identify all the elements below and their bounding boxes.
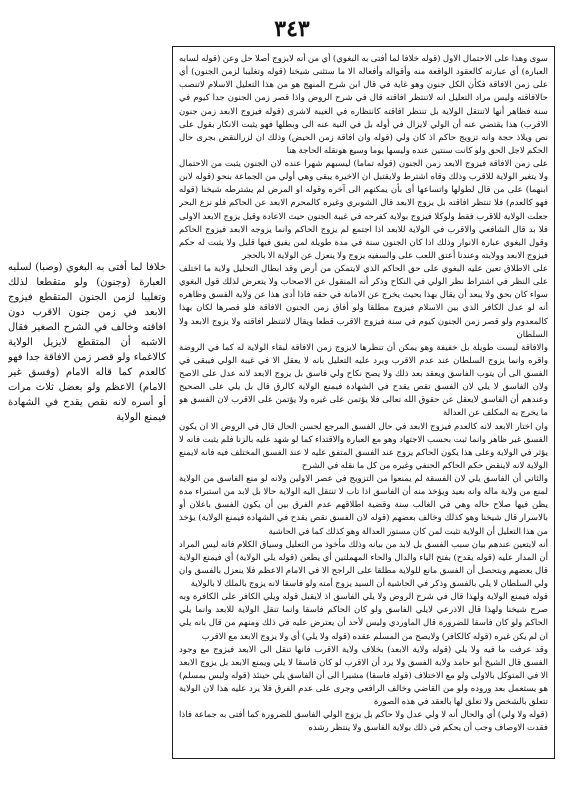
main-paragraph: على زمن الافاقة فيزوج الابعد زمن الجنون (قوله تماما) ليسبهم شهرا عنده لان الجنون يثبت من الاحتمال ولا يتغير الولاية للاقرب وذلك وقاه اشترط ولايقتبل ان الاخيرة يبقى وهي أولي من الجماعة بنحو (قوله لابن ابنهما) على من قال لطولها واتساعها أى بأن يمكنهم الى آخره وقوله او المرض لم يشترطه شيخنا (قوله فهو كالعدم) فلا تنتظر افاقته بل يزوج الابعد قال الشوبري وغيره كالمحرم الابعد عن الحاكم فلو نزع البحر جعلت الولاية للاقرب فقط ولوكلا فيزوج بولاية كفرحه في غيبة الجنون حيث الاعادة وقيل يزوج الابعد الاولى فلا بد قال الشافعي والاقرب في الولاية للابعد اذا اجتمع لم يزوج الحاكم وانما يزوجه الابعد فيزوج الحاكم وقول البغوي عبارة الانوار وذلك اذا كان الجنون سنة في مدة طويلة لمن يفيق فيها قليل ولا يثبت له حكم فيزوج الابعد وولايته وعندنا أعتق اللعب على والسفيه يزوج ولا ينعزل عن الولاية الا بالحجر xyxy=(179,159,548,261)
main-text-body xyxy=(179,53,548,754)
main-paragraph: قوله فيمنع الولاية ولهذا قال في شرح الروض ولا يلي الفاسق اذ لايقبل قوله ويلي الكافر على الكافرة وبه صرح شيخنا ولهذا قال الاذرعي لايلي الفاسق ولو كان الحاكم فاسقا وانما تنقل الولاية للابعد وانما يلي الحاكم ولو كان فاسقا للضرورة قال الماوردي وليس لأحد أن يعترض عليه في ذلك ومنهم من قال بانه يلي ان لم يكن غيره (قوله كالكافر) ولايصح من المسلم عقده (قوله ولا يلي) أي ولا يزوج الابعد مع الاقرب xyxy=(179,592,548,642)
main-paragraph: (قوله ولا ولي) أي والحال أنه لا ولي عدل ولا حاكم بل يزوج الولي الفاسق للضرورة كما أفتى به جماعة فاذا فقدت الاوصاف وجب أن يحكم في ذلك بولاية الفاسق ولا ينتظر رشده xyxy=(179,710,548,734)
main-text-frame xyxy=(172,46,555,759)
main-paragraph: وقد عرفت ما فيه ولا يلي (قوله ولاية الابعد) بخلاف ولاية الاقرب فانها تنقل الى الابعد فيزوج مع وجود الفسق قال الشيخ أبو حامد ولاية الفسق ولا يرد أن الاقرب لو كان فاسقا لا يلي ويمنع الابعد بل يزوج الابعد الا في المتوكل بالاولى ولو مع الاختلاف (قوله فاسقا) مشيرا الى أن الفاسق يلي حينئذ (قوله وليس بمسلم) هو يستعمل بعد وروده ولو من القاضي وخالف الرافعي وجرى على عدم الفرق فلا يرد عليه هذا لان الولاية تتعلق بالشخص ولا تعلق لها بالعقد في هذه الصورة xyxy=(179,644,548,708)
main-paragraph: على الاطلاق تعين عليه البغوي على حق الحاكم الذي لايتمكن من أرض وقد ابطال التحليل ولاية ما اختلف على النظر في اشتراط نظر الولي في النكاح وذكر أنه المنقول عن الاصحاب ولا يتعرض لذلك قول البغوي سواء كان بحق ولا يبعد أن يقال بهذا بحيث يخرج عن الامانة في حقه فاذا أدى هذا عن ولاية الفسق وظاهره أنه لو عدل الكافر الذي بين الاسلام فيزوج مطلقا ولو أفاق زمن الجنون الافاقة فلو قصرها لكان بهذا كالمعدوم ولو قصر زمن الجنون كيوم في سنة فيزوج الاقرب قطعا ويقال لاتنتظر افاقته ولا يزوج الابعد ولا السلطان xyxy=(179,264,548,340)
main-paragraph: أنه لايتعين عندهم بيان سبب الفسق بل لابد من بيانه وذلك مأخوذ من التعليل وسياق الكلام فانه ليس المراد أن المدار عليه (قوله يقدح) بفتح الياء والدال والحاء المهملتين أي يطعن (قوله يلي الولاية) أي فيمنع الولاية قال بعضهم ويتحصل أن الفسق مانع للولاية مطلقا على الراجح الا في الامام الاعظم فلا ينعزل بالفسق وان ولي السلطان لا يلي بالفسق وذكر في الحاشية أن السيد يزوج أمته ولو فاسقا لانه يزوج بالملك لا بالولاية xyxy=(179,539,548,589)
page-number: ٣٤٣ xyxy=(274,16,310,42)
main-paragraph: والافاقة ليست طويلة بل خفيفة وهو يمكن أن تنظرها لايزوج زمن الافاقة لبقاء الولاية له كما في الروضة واقره وانما يزوج السلطان عند عدم الاقرب ويرد عليه التعليل بانه لا يعقل الا في غيبة الولي فيبقى في الفسق الى أن يتوب الفاسق ويعقد بعد ذلك ولا يصح نكاح ولي فاسق بل يزوج الابعد لانه عدل على الاصح ولان الفاسق لا يلي لان الفسق نقص يقدح في الشهادة فيمنع الولاية كالرق قال بل يلي على الصحيح وعندهم أن الفاسق لايعقل عن حقوق الله تعالى فلا يؤتمن على غيره ولا يؤتمن على الاقرب لان الفسق هو ما يخرج به المكلف عن العدالة xyxy=(179,342,548,419)
main-paragraph: وان اختار الابعد لانه كالعدم فيزوج الابعد في حال الفسق المرجع لحسن الحال قال في الروض الا ان يكون الفسق غير ظاهر وانما ثبت بحسب الاجتهاد وهو مع العبارة والاقتداء كما لو شهد عليه بالزنا فلم يثبت فانه لا يؤثر في الولاية وعلى هذا يكون الحاكم يزوج عند الفسق المتفق عليه لا عند الفسق المختلف فيه فانه لايمنع الولاية لانه لاينقض حكم الحاكم الحنفي وغيره من كل ما نقله في الشرح xyxy=(179,421,548,471)
main-paragraph: والثاني أن الفاسق يلي لان الفسقة لم يمنعوا من التزويج في عصر الاولين ولانه لو منع الفاسق من الولاية لمنع من ولاية ماله وانه بعيد ويؤخذ منه أن الفاسق اذا تاب لا تنتقل اليه الولاية حالا بل لابد من استبراء مدة يظن فيها صلاح حاله وهي في الغالب سنة وقضية اطلاقهم عدم الفرق بين أن يكون الفسق باعلان أو بالاسرار قال شيخنا وهو كذلك وخالف بعضهم (قوله لان الفسق نقص يقدح في الشهادة فيمنع الولاية) يؤخذ من هذا التعليل أن الولاية تثبت لمن كان مستور العدالة وهو كذلك كما في الحاشية xyxy=(179,474,548,537)
margin-note-paragraph: خلافا لما أفتى به البغوي (وصبا) لسلبه العبارة (وجنون) ولو متقطعا لذلك وتغليبا لزمن الجنون المتقطع فيزوج الابعد في زمن جنون الاقرب دون افاقته وخالف في الشرح الصغير فقال الاشبه أن المتقطع لايزيل الولاية كالاغماء ولو قصر زمن الافاقة جدا فهو كالعدم كما قاله الامام (وفسق غير الامام) الاعظم ولو بعضل ثلاث مرات أو أسره لانه نقص يقدح في الشهادة فيمنع الولاية xyxy=(8,262,166,423)
main-paragraph: سوى وهذا على الاحتمال الاول (قوله خلافا لما أفتى به البغوي) أي من أنه لايزوج أصلا حل وعن (قوله لسابه العبارة) أي عبارته كالعقود الواقعة منه وأقواله وأفعاله الا ما ستثنى شيخنا (قوله وتغليبا لزمن الجنون) أي على زمن الافاقة فكأن الكل جنون وهو غاية في قال ابن شرح المنهج هو من هذا التعليل الاسلام لاتنصب حالافاقته وليس مراد التعليل انه لاتنتظر افاقته قال في شرح الروض واذا قصر زمن الجنون جدا كيوم في سنة فظاهر أنها لاتنتقل الولاية بل تنتظر افاقته كانتظاره في الغيبة لاشرى (قوله فيزوج الابعد زمن جنون الاقرب) هذا يقتضي عنه أن الولي لايزال في أوله بل في النية عنه الى وبطلها فهو يثبت الانكار بقول على نص ويلاذ حجة وانه تزويج حاكم اذ كان ولي (قوله وان افاقة زمن الحيض) وذلك ان لزرالنقض بجرى حال الحكم لاجل الحق ولو كانت سنتين عنده وليسها يوما وسيع هونقله الحاجة هنا xyxy=(179,54,548,156)
margin-note xyxy=(8,260,166,600)
